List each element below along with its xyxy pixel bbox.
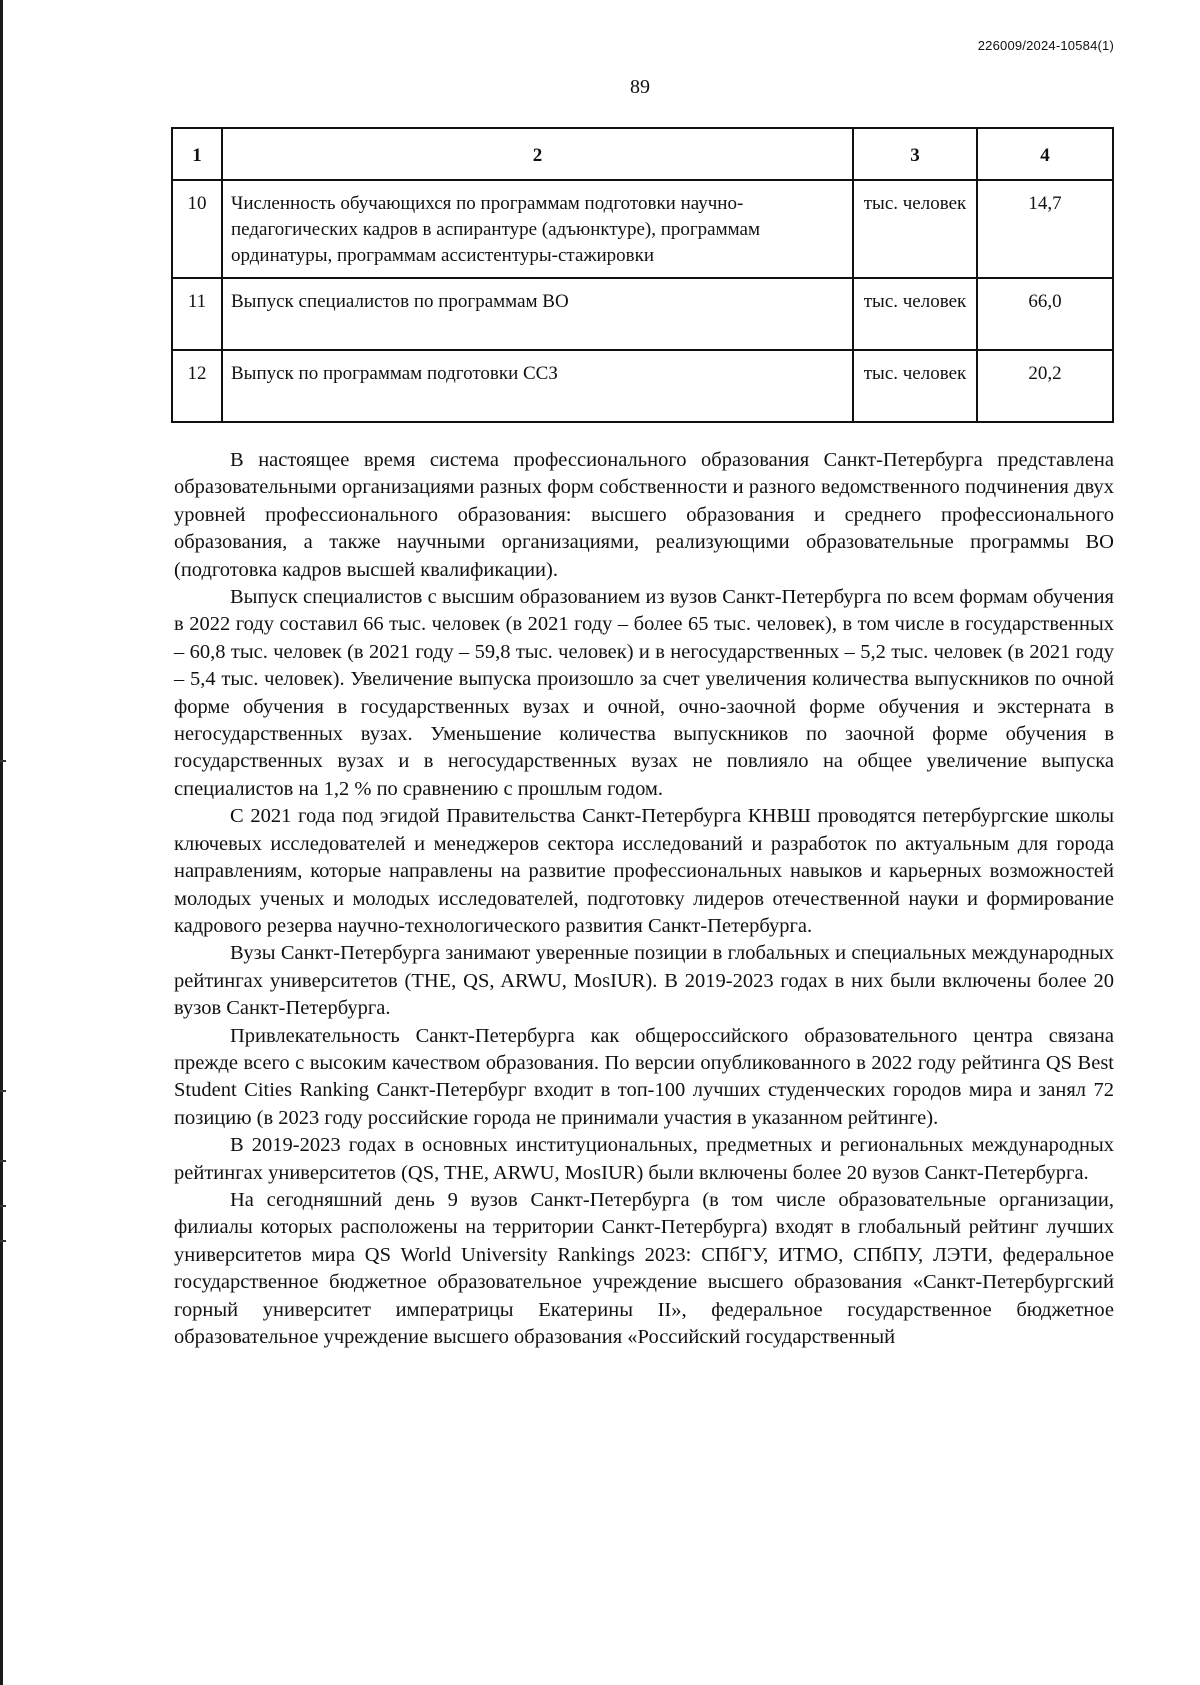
indicator-value: 14,7	[977, 180, 1113, 278]
table-header-cell: 1	[172, 128, 222, 180]
table-row	[172, 278, 1113, 350]
body-text	[174, 447, 1114, 1351]
indicator-unit: тыс. человек	[853, 180, 977, 278]
indicator-value: 20,2	[977, 350, 1113, 422]
scan-artifact	[0, 760, 6, 762]
row-number: 11	[172, 278, 222, 350]
paragraph: На сегодняшний день 9 вузов Санкт-Петербурга (в том числе образовательные организации, филиалы которых расположены на территории Санкт-Петербурга) входят в глобальный рейтинг лучших университетов мира QS World University Rankings 2023: СПбГУ, ИТМО, СПбПУ, ЛЭТИ, федеральное государственное бюджетное образовательное учреждение высшего образования «Санкт-Петербургский горный университет императрицы Екатерины II», федеральное государственное бюджетное образовательное учреждение высшего образования «Российский государственный	[174, 1188, 1114, 1348]
paragraph: Выпуск специалистов с высшим образованием из вузов Санкт-Петербурга по всем формам обучения в 2022 году составил 66 тыс. человек (в 2021 году – более 65 тыс. человек), в том числе в государственных – 60,8 тыс. человек (в 2021 году – 59,8 тыс. человек) и в негосударственных – 5,2 тыс. человек (в 2021 году – 5,4 тыс. человек). Увеличение выпуска произошло за счет увеличения количества выпускников по очной форме обучения в государственных вузах и очной, очно-заочной форме обучения и экстерната в негосударственных вузах. Уменьшение количества выпускников по заочной форме обучения в государственных вузах и в негосударственных вузах не повлияло на общее увеличение выпуска специалистов на 1,2 % по сравнению с прошлым годом.	[174, 586, 1114, 800]
scan-artifact	[0, 1205, 6, 1207]
indicators-table	[171, 127, 1114, 423]
page-number: 89	[630, 76, 650, 98]
indicator-name: Выпуск по программам подготовки ССЗ	[222, 350, 853, 422]
scan-artifact	[0, 1160, 6, 1162]
indicator-unit: тыс. человек	[853, 350, 977, 422]
document-number: 226009/2024-10584(1)	[977, 38, 1114, 53]
table-header-cell: 4	[977, 128, 1113, 180]
scan-artifact	[0, 1090, 6, 1092]
table-row	[172, 350, 1113, 422]
paragraph: Вузы Санкт-Петербурга занимают уверенные позиции в глобальных и специальных международных рейтингах университетов (THE, QS, ARWU, MosIUR). В 2019-2023 годах в них были включены более 20 вузов Санкт-Петербурга.	[174, 942, 1114, 1020]
paragraph: В 2019-2023 годах в основных институциональных, предметных и региональных международных рейтингах университетов (QS, THE, ARWU, MosIUR) были включены более 20 вузов Санкт-Петербурга.	[174, 1134, 1114, 1184]
row-number: 12	[172, 350, 222, 422]
indicator-value: 66,0	[977, 278, 1113, 350]
row-number: 10	[172, 180, 222, 278]
scan-artifact	[0, 1240, 6, 1242]
table-header-cell: 2	[222, 128, 853, 180]
table-header-row	[172, 128, 1113, 180]
indicator-unit: тыс. человек	[853, 278, 977, 350]
paragraph: В настоящее время система профессионального образования Санкт-Петербурга представлена образовательными организациями разных форм собственности и разного ведомственного подчинения двух уровней профессионального образования: высшего образования и среднего профессионального образования, а также научными организациями, реализующими образовательные программы ВО (подготовка кадров высшей квалификации).	[174, 449, 1114, 581]
table-row	[172, 180, 1113, 278]
table-header-cell: 3	[853, 128, 977, 180]
indicator-name: Выпуск специалистов по программам ВО	[222, 278, 853, 350]
paragraph: С 2021 года под эгидой Правительства Санкт-Петербурга КНВШ проводятся петербургские школы ключевых исследователей и менеджеров сектора исследований и разработок по актуальным для города направлениям, которые направлены на развитие профессиональных навыков и карьерных возможностей молодых ученых и молодых исследователей, подготовку лидеров отечественной науки и формирование кадрового резерва научно-технологического развития Санкт-Петербурга.	[174, 805, 1114, 937]
scan-edge	[0, 0, 3, 1685]
paragraph: Привлекательность Санкт-Петербурга как общероссийского образовательного центра связана прежде всего с высоким качеством образования. По версии опубликованного в 2022 году рейтинга QS Best Student Cities Ranking Санкт-Петербург входит в топ-100 лучших студенческих городов мира и занял 72 позицию (в 2023 году российские города не принимали участия в указанном рейтинге).	[174, 1024, 1114, 1129]
indicator-name: Численность обучающихся по программам подготовки научно-педагогических кадров в аспирантуре (адъюнктуре), программам ординатуры, программам ассистентуры-стажировки	[222, 180, 853, 278]
